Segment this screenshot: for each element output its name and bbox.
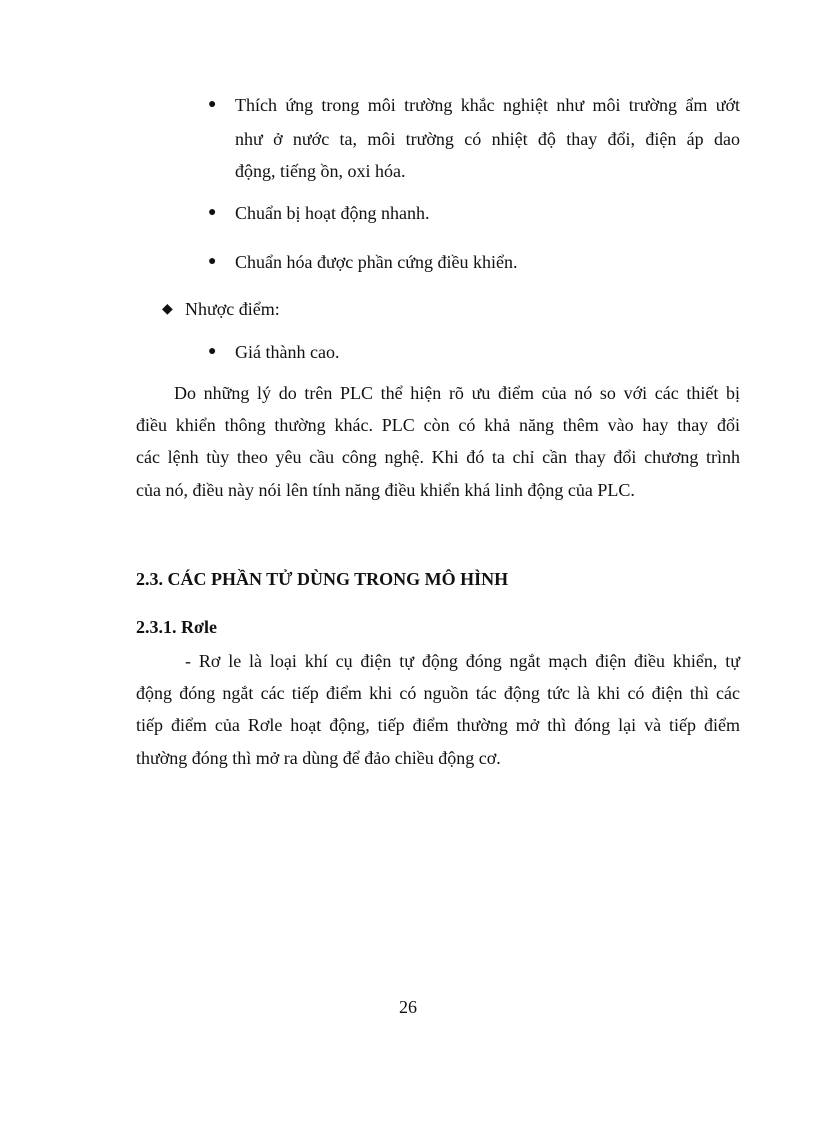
advantage-item-1-line-3: động, tiếng ồn, oxi hóa. xyxy=(235,161,406,181)
advantage-item-1-line-2: như ở nước ta, môi trường có nhiệt độ thay đổi, điện áp dao xyxy=(235,129,740,149)
advantage-item-2: Chuẩn bị hoạt động nhanh. xyxy=(235,203,430,223)
subsection-heading: 2.3.1. Rơle xyxy=(136,617,217,637)
disadvantages-heading: Nhược điểm: xyxy=(185,299,280,319)
advantage-item-3: Chuẩn hóa được phần cứng điều khiển. xyxy=(235,252,518,272)
disadvantage-item-1: Giá thành cao. xyxy=(235,342,340,362)
section-heading: 2.3. CÁC PHẦN TỬ DÙNG TRONG MÔ HÌNH xyxy=(136,569,509,589)
conclusion-line-4: của nó, điều này nói lên tính năng điều khiển khá linh động của PLC. xyxy=(136,480,635,500)
advantage-item-1-line-1: Thích ứng trong môi trường khắc nghiệt như môi trường ẩm ướt xyxy=(235,95,740,115)
conclusion-line-2: điều khiển thông thường khác. PLC còn có khả năng thêm vào hay thay đổi xyxy=(136,415,740,435)
bullet-icon: ● xyxy=(208,254,217,269)
relay-para-line-4: thường đóng thì mở ra dùng để đảo chiều động cơ. xyxy=(136,748,501,768)
page-number: 26 xyxy=(399,997,417,1017)
relay-para-line-2: động đóng ngắt các tiếp điểm khi có nguồn tác động tức là khi có điện thì các xyxy=(136,683,740,703)
bullet-icon: ● xyxy=(208,97,217,112)
relay-para-line-1: - Rơ le là loại khí cụ điện tự động đóng ngắt mạch điện điều khiển, tự xyxy=(185,651,740,671)
relay-para-line-3: tiếp điểm của Rơle hoạt động, tiếp điểm thường mở thì đóng lại và tiếp điểm xyxy=(136,715,740,735)
bullet-icon: ● xyxy=(208,205,217,220)
diamond-bullet-icon: ◆ xyxy=(162,302,173,317)
conclusion-line-1: Do những lý do trên PLC thể hiện rõ ưu điểm của nó so với các thiết bị xyxy=(174,383,740,403)
bullet-icon: ● xyxy=(208,344,217,359)
conclusion-line-3: các lệnh tùy theo yêu cầu công nghệ. Khi đó ta chỉ cần thay đổi chương trình xyxy=(136,447,740,467)
